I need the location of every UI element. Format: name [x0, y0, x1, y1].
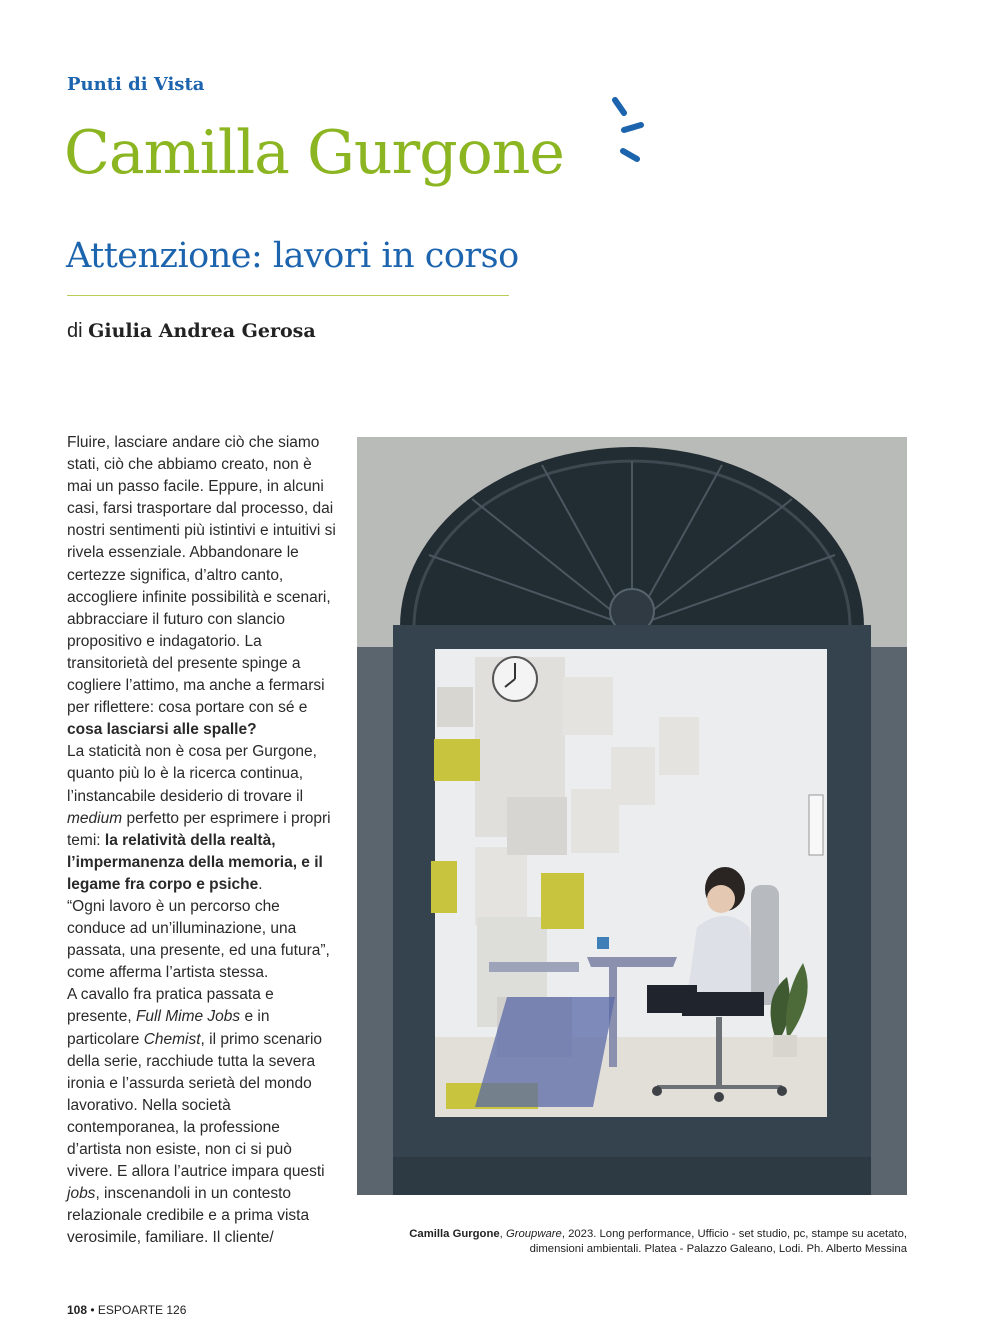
- body-text: , inscenandoli in un contesto relazionale credibile e a prima vista verosimile, familiare. Il cliente/: [67, 1185, 310, 1247]
- author-name: Giulia Andrea Gerosa: [88, 320, 316, 342]
- caption-details: , 2023. Long performance, Ufficio - set studio, pc, stampe su acetato, dimensioni ambientali. Platea - Palazzo Galeano, Lodi. Ph. Alberto Messina: [529, 1228, 907, 1255]
- title-divider: [67, 295, 509, 296]
- artist-name-heading: Camilla Gurgone: [64, 118, 564, 188]
- body-text: La staticità non è cosa per Gurgone, quanto più lo è la ricerca continua, l’instancabile desiderio di trovare il: [67, 743, 317, 805]
- body-text: .: [258, 875, 263, 893]
- caption-artist: Camilla Gurgone: [409, 1228, 500, 1240]
- caption-work-title: Groupware: [505, 1228, 562, 1240]
- body-bold-text: cosa lasciarsi alle spalle?: [67, 721, 257, 739]
- byline-prefix: di: [67, 320, 83, 342]
- body-text: A cavallo fra pratica passata e presente,: [67, 986, 274, 1026]
- article-body: [67, 432, 337, 1249]
- caption-separator: ,: [499, 1228, 506, 1240]
- body-text: e in particolare: [67, 1008, 270, 1048]
- paragraph: [67, 984, 337, 1249]
- body-text: perfetto per esprimere i propri temi:: [67, 809, 331, 849]
- byline: [67, 320, 316, 343]
- photo-caption: [380, 1227, 907, 1256]
- body-italic-text: jobs: [67, 1185, 96, 1203]
- paragraph: [67, 432, 337, 741]
- body-italic-text: Chemist: [143, 1030, 201, 1048]
- section-label: Punti di Vista: [67, 74, 205, 95]
- artwork-photo: [357, 437, 907, 1195]
- body-italic-text: medium: [67, 809, 123, 827]
- page-number: 108: [67, 1303, 88, 1317]
- footer-separator: •: [87, 1303, 98, 1317]
- accent-burst-icon: [604, 96, 648, 168]
- body-bold-text: la relatività della realtà, l’impermanenza della memoria, e il legame fra corpo e psiche: [67, 831, 323, 893]
- body-italic-text: Full Mime Jobs: [135, 1008, 241, 1026]
- article-title: Attenzione: lavori in corso: [66, 236, 519, 276]
- body-text: , il primo scenario della serie, racchiude tutta la severa ironia e l’assurda serietà del mondo lavorativo. Nella società contemporanea, la professione d’artista non esiste, non ci si può vivere. E allora l’autrice impara questi: [67, 1030, 325, 1181]
- body-text: Fluire, lasciare andare ciò che siamo stati, ciò che abbiamo creato, non è mai un passo facile. Eppure, in alcuni casi, farsi trasportare dal processo, dai nostri sentimenti più istintivi e intuitivi si rivela essenziale. Abbandonare le certezze significa, d’altro canto, accogliere infinite possibilità e scenari, abbracciare il futuro con slancio propositivo e indagatorio. La transitorietà del presente spinge a cogliere l’attimo, ma anche a fermarsi per riflettere: cosa portare con sé e: [67, 434, 336, 717]
- paragraph: [67, 741, 337, 896]
- body-text: “Ogni lavoro è un percorso che conduce ad un’illuminazione, una passata, una presente, ed una futura”, come afferma l’artista stessa.: [67, 897, 330, 982]
- magazine-issue: ESPOARTE 126: [97, 1303, 187, 1317]
- paragraph: [67, 896, 337, 984]
- page-footer: [67, 1303, 186, 1317]
